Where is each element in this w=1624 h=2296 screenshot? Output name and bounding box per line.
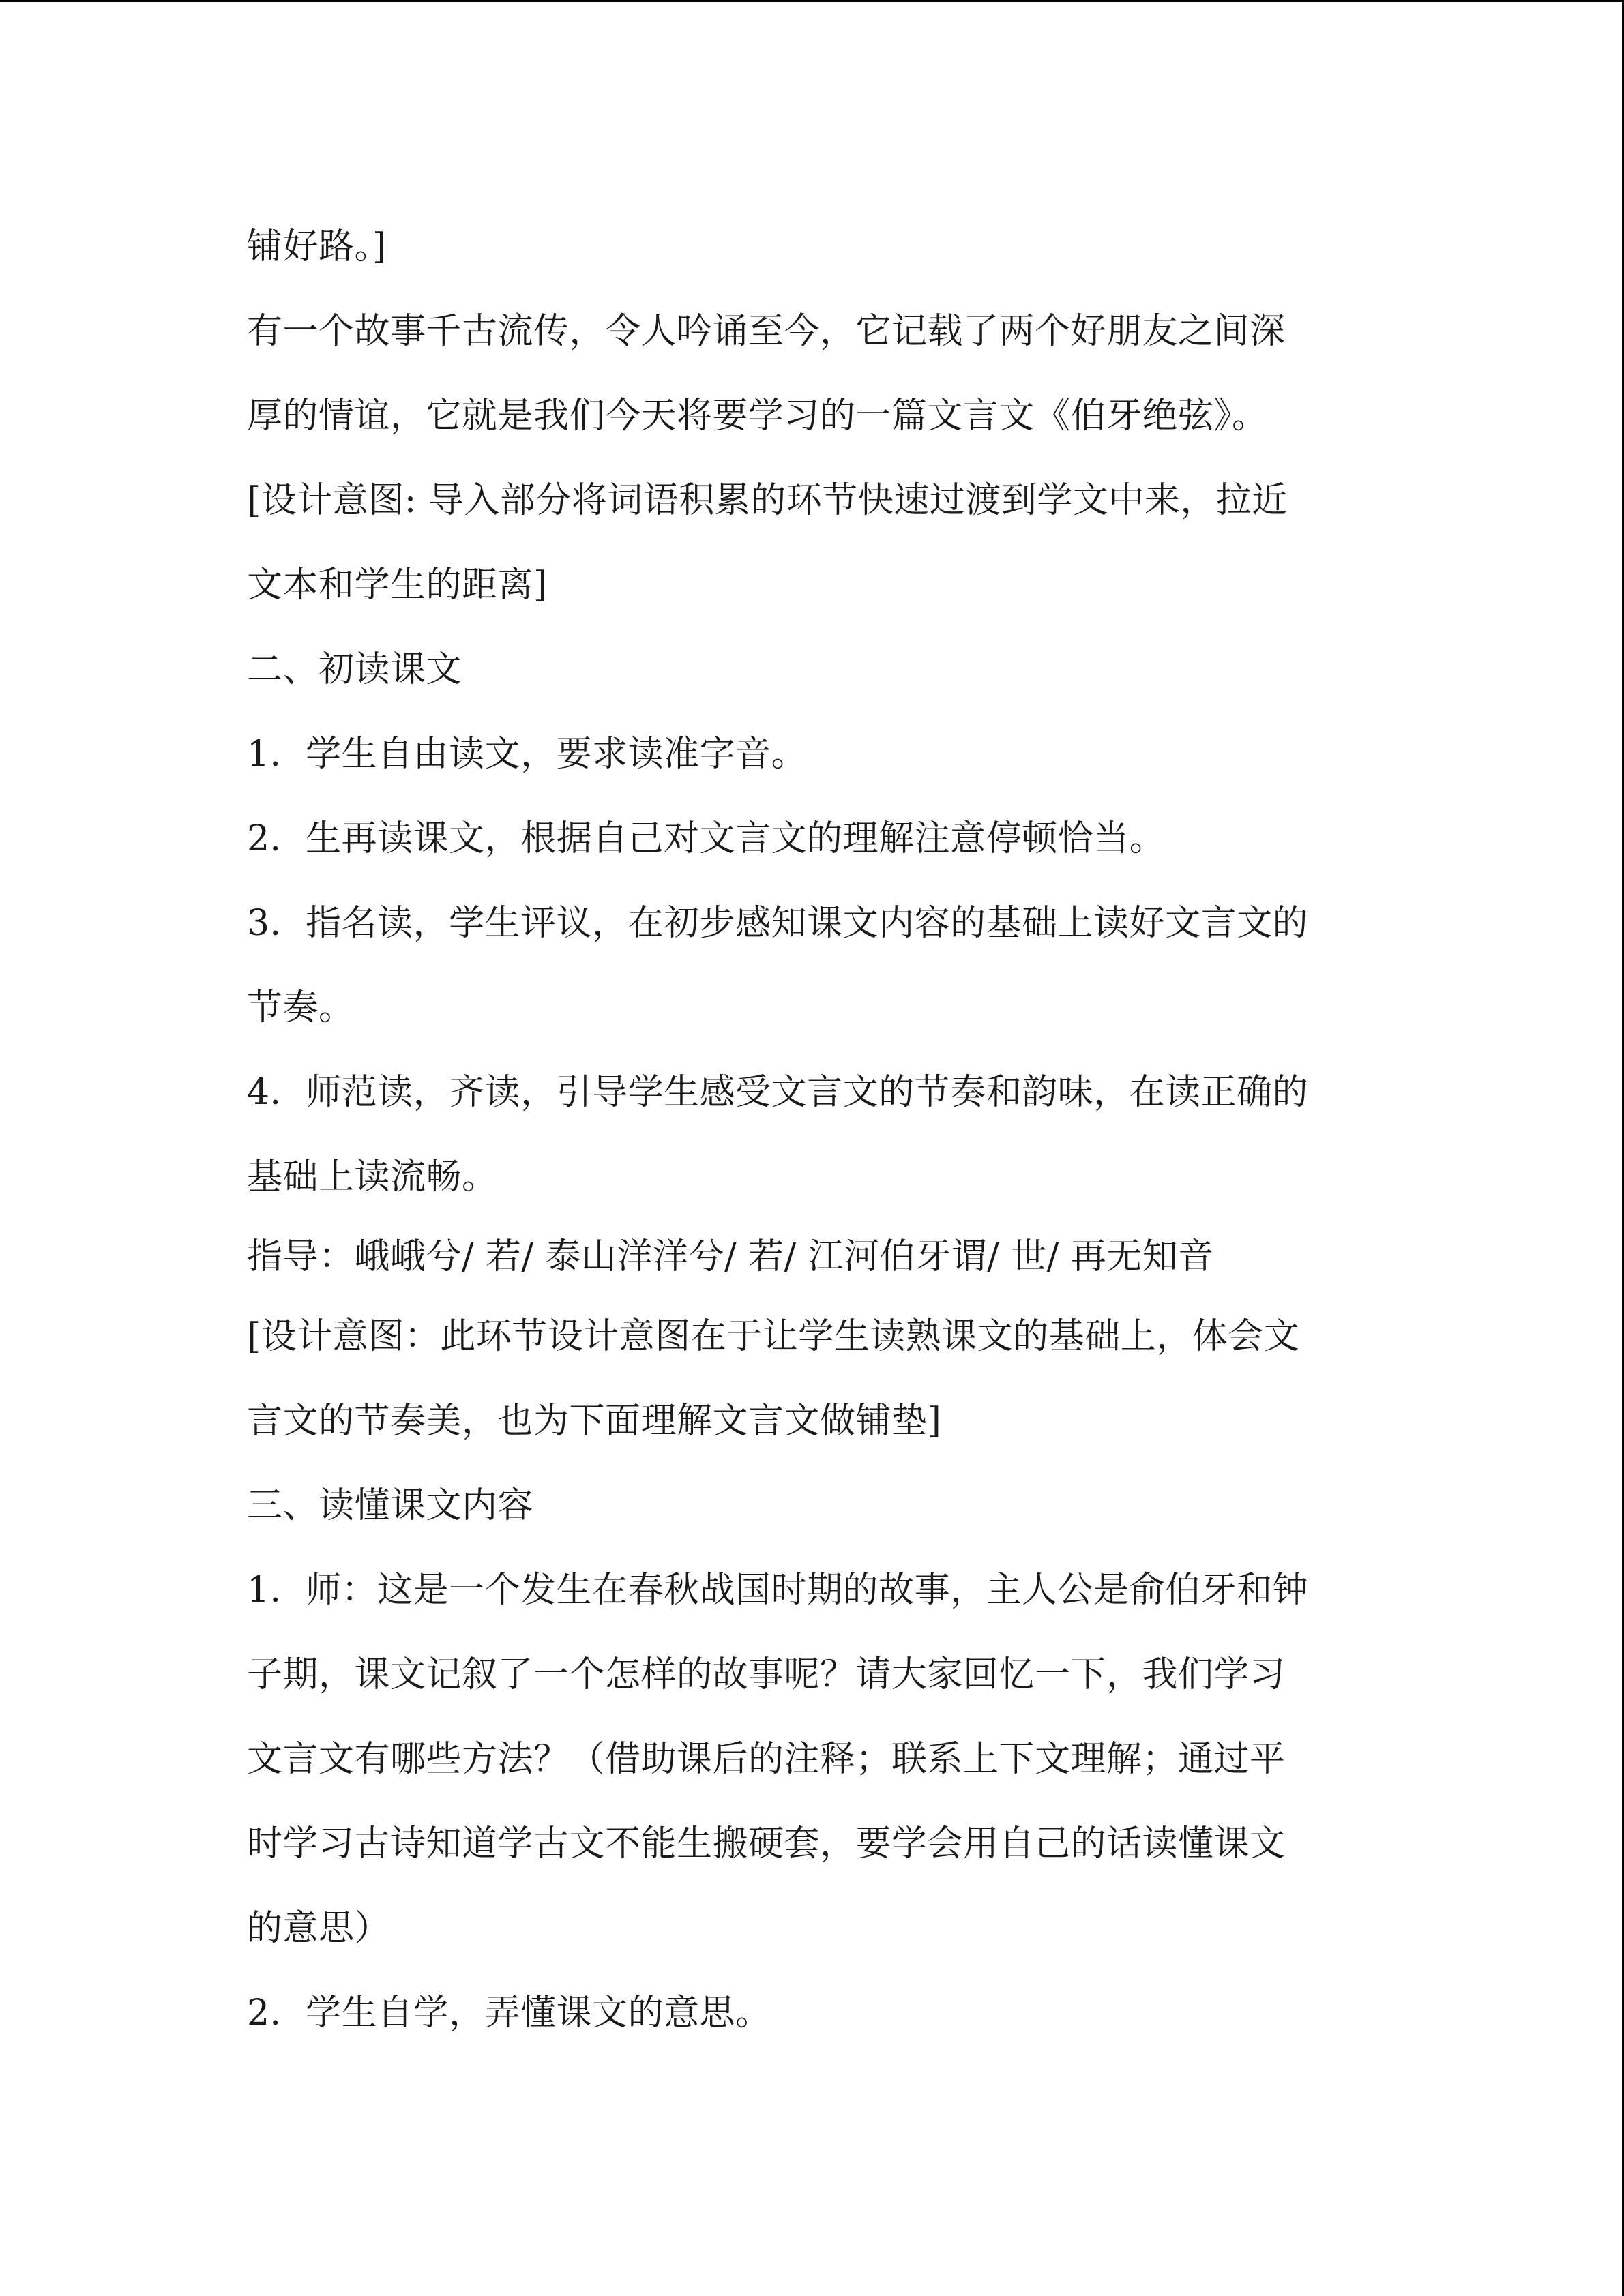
section-heading: 二、初读课文 — [247, 649, 462, 690]
text-line: 铺好路。] — [247, 226, 387, 267]
list-item: 节奏。 — [247, 987, 355, 1028]
section-heading: 三、读懂课文内容 — [247, 1485, 534, 1526]
list-item: 子期，课文记叙了一个怎样的故事呢？请大家回忆一下，我们学习 — [247, 1654, 1286, 1695]
text-line: 有一个故事千古流传，令人吟诵至今，它记载了两个好朋友之间深 — [247, 311, 1286, 352]
list-item: 文言文有哪些方法？（借助课后的注释；联系上下文理解；通过平 — [247, 1739, 1286, 1780]
list-item: 2．生再读课文，根据自己对文言文的理解注意停顿恰当。 — [247, 818, 1166, 859]
list-item: 4．师范读，齐读，引导学生感受文言文的节奏和韵味，在读正确的 — [247, 1072, 1309, 1113]
design-intent-note: [设计意图：此环节设计意图在于让学生读熟课文的基础上，体会文 — [247, 1316, 1300, 1357]
page-border-top — [0, 0, 1624, 2]
reading-guide: 指导：峨峨兮/ 若/ 泰山洋洋兮/ 若/ 江河伯牙谓/ 世/ 再无知音 — [247, 1236, 1214, 1277]
list-item: 基础上读流畅。 — [247, 1157, 498, 1197]
list-item: 2．学生自学，弄懂课文的意思。 — [247, 1993, 771, 2033]
design-intent-note: [设计意图: 导入部分将词语积累的环节快速过渡到学文中来，拉近 — [247, 480, 1288, 521]
text-line: 厚的情谊，它就是我们今天将要学习的一篇文言文《伯牙绝弦》。 — [247, 396, 1268, 436]
document-body — [247, 205, 1393, 2055]
list-item: 3．指名读，学生评议，在初步感知课文内容的基础上读好文言文的 — [247, 903, 1309, 944]
list-item: 1．师：这是一个发生在春秋战国时期的故事，主人公是俞伯牙和钟 — [247, 1570, 1309, 1611]
list-item: 的意思） — [247, 1908, 391, 1949]
list-item: 时学习古诗知道学古文不能生搬硬套，要学会用自己的话读懂课文 — [247, 1823, 1286, 1864]
list-item: 1．学生自由读文，要求读准字音。 — [247, 734, 808, 775]
design-intent-note: 言文的节奏美，也为下面理解文言文做铺垫] — [247, 1401, 942, 1442]
design-intent-note: 文本和学生的距离] — [247, 565, 548, 606]
